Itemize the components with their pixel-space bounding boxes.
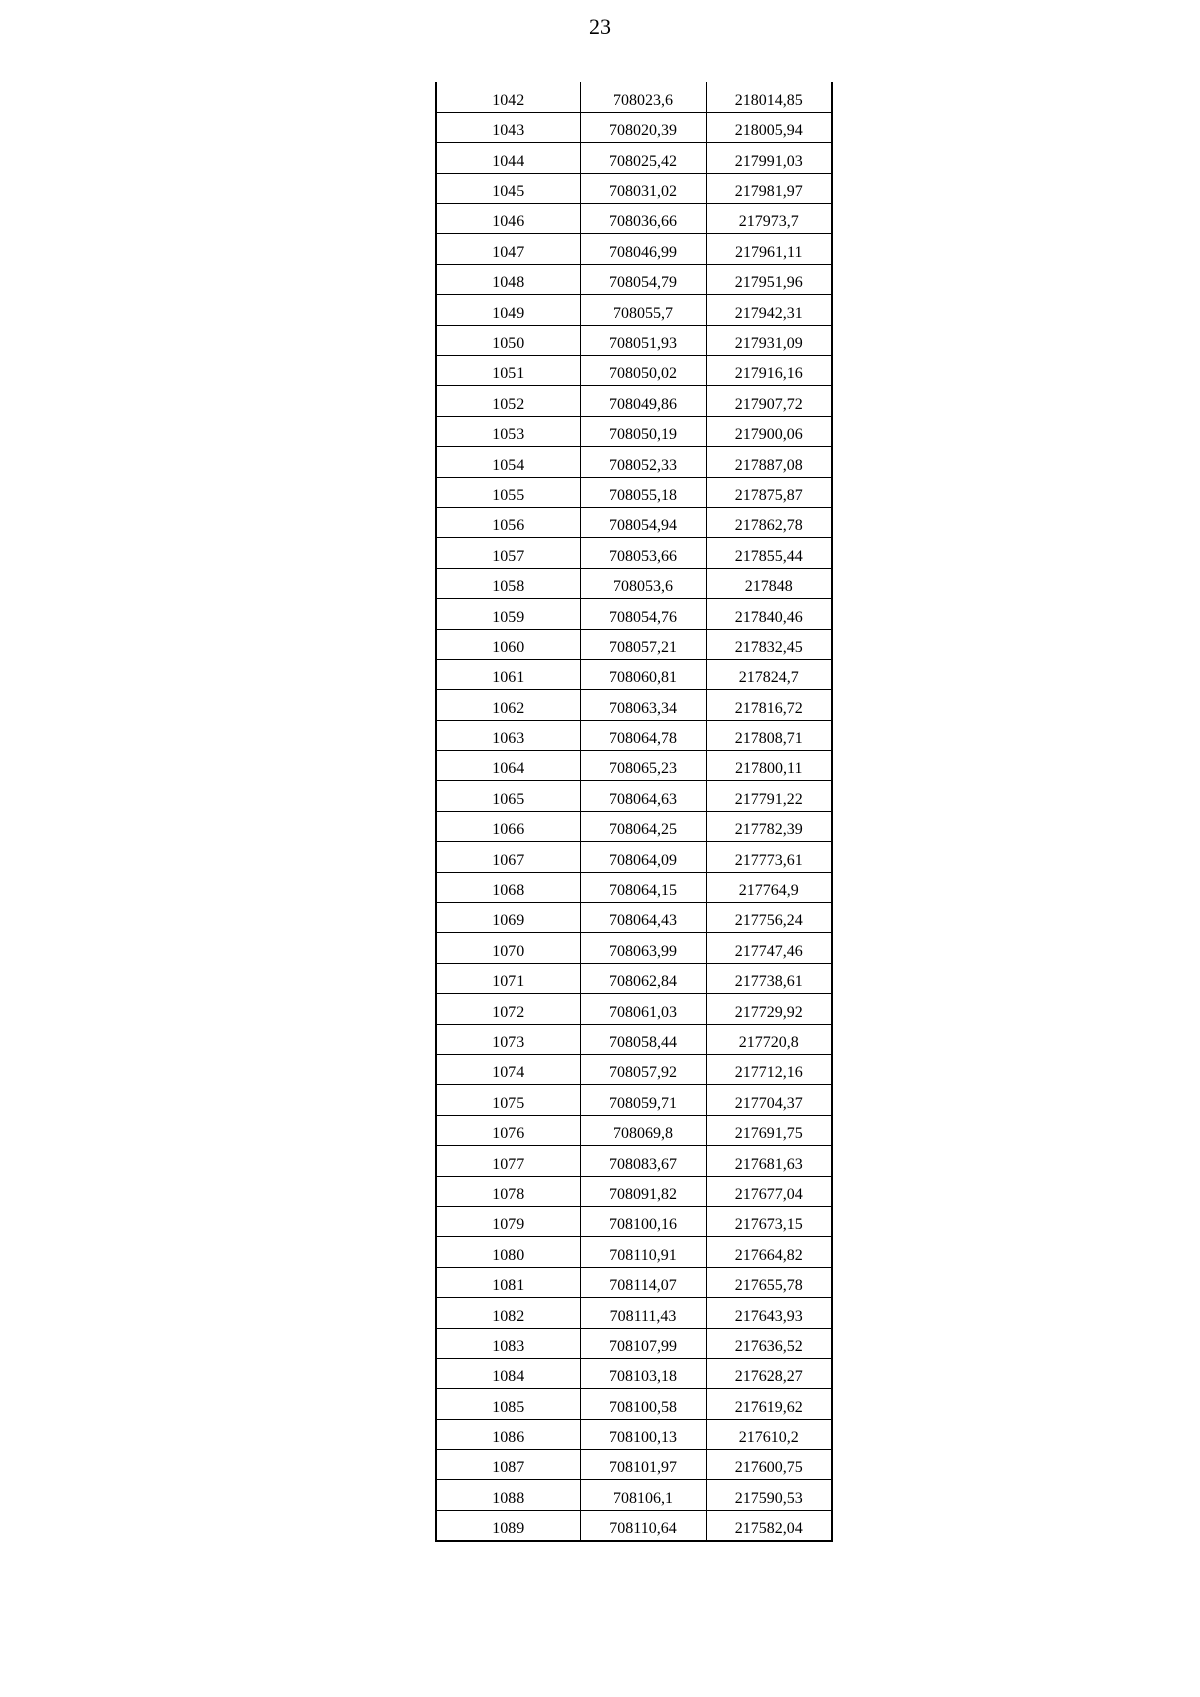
point-number-cell: 1070	[436, 933, 580, 963]
x-coordinate-cell: 708059,71	[580, 1085, 706, 1115]
y-coordinate-cell: 217907,72	[706, 386, 832, 416]
y-coordinate-cell: 217704,37	[706, 1085, 832, 1115]
point-number-cell: 1084	[436, 1358, 580, 1388]
x-coordinate-cell: 708107,99	[580, 1328, 706, 1358]
point-number-cell: 1074	[436, 1055, 580, 1085]
table-row	[436, 143, 832, 173]
x-coordinate-cell: 708052,33	[580, 447, 706, 477]
point-number-cell: 1043	[436, 112, 580, 142]
table-row	[436, 568, 832, 598]
x-coordinate-cell: 708051,93	[580, 325, 706, 355]
point-number-cell: 1063	[436, 720, 580, 750]
x-coordinate-cell: 708057,21	[580, 629, 706, 659]
x-coordinate-cell: 708100,13	[580, 1419, 706, 1449]
x-coordinate-cell: 708054,76	[580, 599, 706, 629]
table-row	[436, 325, 832, 355]
point-number-cell: 1078	[436, 1176, 580, 1206]
x-coordinate-cell: 708050,02	[580, 356, 706, 386]
y-coordinate-cell: 218014,85	[706, 82, 832, 112]
table-row	[436, 295, 832, 325]
x-coordinate-cell: 708064,09	[580, 842, 706, 872]
x-coordinate-cell: 708046,99	[580, 234, 706, 264]
point-number-cell: 1086	[436, 1419, 580, 1449]
point-number-cell: 1069	[436, 903, 580, 933]
table-row	[436, 1510, 832, 1540]
point-number-cell: 1050	[436, 325, 580, 355]
point-number-cell: 1051	[436, 356, 580, 386]
point-number-cell: 1062	[436, 690, 580, 720]
table-row	[436, 994, 832, 1024]
y-coordinate-cell: 217931,09	[706, 325, 832, 355]
page-number: 23	[589, 14, 611, 39]
table-row	[436, 842, 832, 872]
coordinates-table-body	[436, 82, 832, 1541]
table-row	[436, 173, 832, 203]
y-coordinate-cell: 217600,75	[706, 1450, 832, 1480]
point-number-cell: 1085	[436, 1389, 580, 1419]
point-number-cell: 1065	[436, 781, 580, 811]
x-coordinate-cell: 708064,25	[580, 811, 706, 841]
y-coordinate-cell: 217951,96	[706, 264, 832, 294]
x-coordinate-cell: 708062,84	[580, 963, 706, 993]
table-row	[436, 872, 832, 902]
x-coordinate-cell: 708057,92	[580, 1055, 706, 1085]
table-row	[436, 1267, 832, 1297]
point-number-cell: 1046	[436, 204, 580, 234]
x-coordinate-cell: 708064,43	[580, 903, 706, 933]
y-coordinate-cell: 217677,04	[706, 1176, 832, 1206]
point-number-cell: 1044	[436, 143, 580, 173]
x-coordinate-cell: 708061,03	[580, 994, 706, 1024]
table-row	[436, 234, 832, 264]
x-coordinate-cell: 708063,34	[580, 690, 706, 720]
y-coordinate-cell: 217636,52	[706, 1328, 832, 1358]
point-number-cell: 1081	[436, 1267, 580, 1297]
x-coordinate-cell: 708055,7	[580, 295, 706, 325]
x-coordinate-cell: 708053,6	[580, 568, 706, 598]
x-coordinate-cell: 708020,39	[580, 112, 706, 142]
point-number-cell: 1067	[436, 842, 580, 872]
y-coordinate-cell: 217973,7	[706, 204, 832, 234]
y-coordinate-cell: 217747,46	[706, 933, 832, 963]
x-coordinate-cell: 708103,18	[580, 1358, 706, 1388]
x-coordinate-cell: 708110,64	[580, 1510, 706, 1540]
point-number-cell: 1083	[436, 1328, 580, 1358]
table-row	[436, 629, 832, 659]
x-coordinate-cell: 708111,43	[580, 1298, 706, 1328]
point-number-cell: 1059	[436, 599, 580, 629]
point-number-cell: 1072	[436, 994, 580, 1024]
point-number-cell: 1087	[436, 1450, 580, 1480]
table-row	[436, 690, 832, 720]
x-coordinate-cell: 708055,18	[580, 477, 706, 507]
table-row	[436, 1480, 832, 1510]
x-coordinate-cell: 708025,42	[580, 143, 706, 173]
x-coordinate-cell: 708060,81	[580, 659, 706, 689]
x-coordinate-cell: 708053,66	[580, 538, 706, 568]
y-coordinate-cell: 217628,27	[706, 1358, 832, 1388]
point-number-cell: 1057	[436, 538, 580, 568]
point-number-cell: 1061	[436, 659, 580, 689]
point-number-cell: 1077	[436, 1146, 580, 1176]
y-coordinate-cell: 217610,2	[706, 1419, 832, 1449]
x-coordinate-cell: 708054,79	[580, 264, 706, 294]
y-coordinate-cell: 217816,72	[706, 690, 832, 720]
table-row	[436, 811, 832, 841]
point-number-cell: 1045	[436, 173, 580, 203]
y-coordinate-cell: 217681,63	[706, 1146, 832, 1176]
y-coordinate-cell: 217738,61	[706, 963, 832, 993]
y-coordinate-cell: 217961,11	[706, 234, 832, 264]
table-row	[436, 447, 832, 477]
table-row	[436, 416, 832, 446]
y-coordinate-cell: 217773,61	[706, 842, 832, 872]
x-coordinate-cell: 708049,86	[580, 386, 706, 416]
x-coordinate-cell: 708065,23	[580, 751, 706, 781]
y-coordinate-cell: 217643,93	[706, 1298, 832, 1328]
y-coordinate-cell: 217808,71	[706, 720, 832, 750]
y-coordinate-cell: 217673,15	[706, 1206, 832, 1236]
point-number-cell: 1052	[436, 386, 580, 416]
table-row	[436, 477, 832, 507]
x-coordinate-cell: 708036,66	[580, 204, 706, 234]
table-row	[436, 538, 832, 568]
y-coordinate-cell: 217942,31	[706, 295, 832, 325]
y-coordinate-cell: 217582,04	[706, 1510, 832, 1540]
y-coordinate-cell: 217887,08	[706, 447, 832, 477]
x-coordinate-cell: 708083,67	[580, 1146, 706, 1176]
x-coordinate-cell: 708064,78	[580, 720, 706, 750]
x-coordinate-cell: 708100,58	[580, 1389, 706, 1419]
point-number-cell: 1089	[436, 1510, 580, 1540]
x-coordinate-cell: 708101,97	[580, 1450, 706, 1480]
table-row	[436, 82, 832, 112]
point-number-cell: 1056	[436, 507, 580, 537]
table-row	[436, 963, 832, 993]
table-row	[436, 356, 832, 386]
table-row	[436, 659, 832, 689]
table-row	[436, 1024, 832, 1054]
x-coordinate-cell: 708069,8	[580, 1115, 706, 1145]
y-coordinate-cell: 217800,11	[706, 751, 832, 781]
table-row	[436, 1055, 832, 1085]
x-coordinate-cell: 708106,1	[580, 1480, 706, 1510]
x-coordinate-cell: 708100,16	[580, 1206, 706, 1236]
table-row	[436, 386, 832, 416]
table-row	[436, 1450, 832, 1480]
point-number-cell: 1075	[436, 1085, 580, 1115]
table-row	[436, 1419, 832, 1449]
y-coordinate-cell: 217720,8	[706, 1024, 832, 1054]
table-row	[436, 1115, 832, 1145]
point-number-cell: 1042	[436, 82, 580, 112]
y-coordinate-cell: 217824,7	[706, 659, 832, 689]
table-row	[436, 1328, 832, 1358]
table-row	[436, 903, 832, 933]
y-coordinate-cell: 217875,87	[706, 477, 832, 507]
table-row	[436, 1237, 832, 1267]
y-coordinate-cell: 217729,92	[706, 994, 832, 1024]
point-number-cell: 1048	[436, 264, 580, 294]
x-coordinate-cell: 708063,99	[580, 933, 706, 963]
y-coordinate-cell: 217756,24	[706, 903, 832, 933]
point-number-cell: 1082	[436, 1298, 580, 1328]
table-row	[436, 781, 832, 811]
table-row	[436, 264, 832, 294]
point-number-cell: 1047	[436, 234, 580, 264]
point-number-cell: 1076	[436, 1115, 580, 1145]
table-row	[436, 599, 832, 629]
point-number-cell: 1088	[436, 1480, 580, 1510]
table-row	[436, 204, 832, 234]
y-coordinate-cell: 217782,39	[706, 811, 832, 841]
y-coordinate-cell: 217764,9	[706, 872, 832, 902]
table-row	[436, 751, 832, 781]
point-number-cell: 1058	[436, 568, 580, 598]
y-coordinate-cell: 217991,03	[706, 143, 832, 173]
y-coordinate-cell: 217712,16	[706, 1055, 832, 1085]
x-coordinate-cell: 708058,44	[580, 1024, 706, 1054]
x-coordinate-cell: 708031,02	[580, 173, 706, 203]
table-row	[436, 1389, 832, 1419]
table-row	[436, 720, 832, 750]
point-number-cell: 1053	[436, 416, 580, 446]
point-number-cell: 1073	[436, 1024, 580, 1054]
point-number-cell: 1080	[436, 1237, 580, 1267]
table-row	[436, 933, 832, 963]
y-coordinate-cell: 217855,44	[706, 538, 832, 568]
x-coordinate-cell: 708064,63	[580, 781, 706, 811]
table-row	[436, 112, 832, 142]
y-coordinate-cell: 217664,82	[706, 1237, 832, 1267]
y-coordinate-cell: 217655,78	[706, 1267, 832, 1297]
table-row	[436, 507, 832, 537]
x-coordinate-cell: 708064,15	[580, 872, 706, 902]
x-coordinate-cell: 708114,07	[580, 1267, 706, 1297]
y-coordinate-cell: 217900,06	[706, 416, 832, 446]
table-row	[436, 1146, 832, 1176]
y-coordinate-cell: 217916,16	[706, 356, 832, 386]
y-coordinate-cell: 217981,97	[706, 173, 832, 203]
table-row	[436, 1298, 832, 1328]
point-number-cell: 1068	[436, 872, 580, 902]
y-coordinate-cell: 217862,78	[706, 507, 832, 537]
point-number-cell: 1060	[436, 629, 580, 659]
coordinates-table	[435, 82, 833, 1542]
x-coordinate-cell: 708054,94	[580, 507, 706, 537]
y-coordinate-cell: 217619,62	[706, 1389, 832, 1419]
y-coordinate-cell: 217791,22	[706, 781, 832, 811]
y-coordinate-cell: 217840,46	[706, 599, 832, 629]
y-coordinate-cell: 217848	[706, 568, 832, 598]
y-coordinate-cell: 217590,53	[706, 1480, 832, 1510]
x-coordinate-cell: 708091,82	[580, 1176, 706, 1206]
y-coordinate-cell: 217832,45	[706, 629, 832, 659]
table-row	[436, 1358, 832, 1388]
point-number-cell: 1066	[436, 811, 580, 841]
x-coordinate-cell: 708023,6	[580, 82, 706, 112]
table-row	[436, 1085, 832, 1115]
point-number-cell: 1071	[436, 963, 580, 993]
point-number-cell: 1054	[436, 447, 580, 477]
point-number-cell: 1055	[436, 477, 580, 507]
x-coordinate-cell: 708110,91	[580, 1237, 706, 1267]
point-number-cell: 1049	[436, 295, 580, 325]
point-number-cell: 1079	[436, 1206, 580, 1236]
y-coordinate-cell: 218005,94	[706, 112, 832, 142]
table-row	[436, 1176, 832, 1206]
y-coordinate-cell: 217691,75	[706, 1115, 832, 1145]
x-coordinate-cell: 708050,19	[580, 416, 706, 446]
point-number-cell: 1064	[436, 751, 580, 781]
table-row	[436, 1206, 832, 1236]
